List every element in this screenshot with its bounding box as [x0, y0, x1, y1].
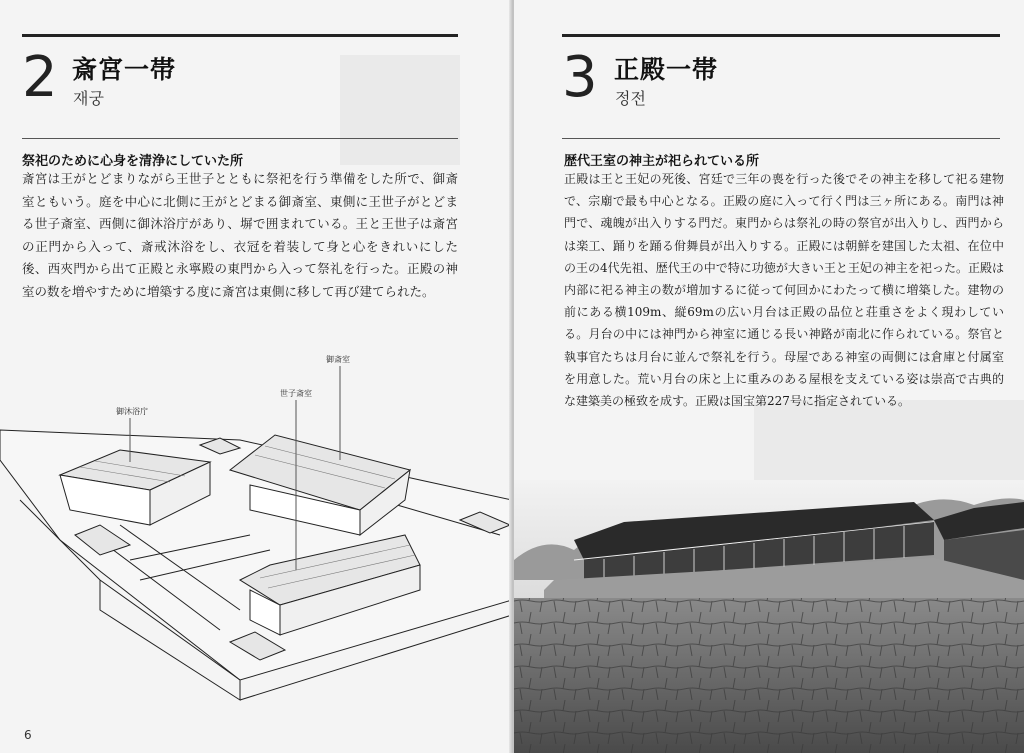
- label-king-hall: 御斎室: [326, 355, 350, 364]
- top-rule: [562, 34, 1000, 37]
- section-title: 斎宮一帯: [72, 55, 177, 84]
- label-bath-hall: 御沐浴庁: [116, 407, 148, 416]
- jeongjeon-photo: [514, 480, 1024, 753]
- right-page: [514, 0, 1024, 753]
- section-number: 3: [562, 45, 598, 110]
- divider: [22, 138, 458, 139]
- body-text: 斎宮は王がとどまりながら王世子とともに祭祀を行う準備をした所で、御斎室ともいう。庭を中心に北側に王がとどまる御斎室、東側に王世子がとどまる世子斎室、西側に御沐浴庁があり、塀で囲まれている。王と王世子は斎宮の正門から入って、斎戒沐浴をし、衣冠を着装して身と心をきれいにした後、西夾門から出て正殿と永寧殿の東門から入って祭礼を行った。正殿の神室の数を増やすために増築する度に斎宮は東側に移して再び建てられた。: [22, 171, 458, 299]
- body-text: 正殿は王と王妃の死後、宮廷で三年の喪を行った後でその神主を移して祀る建物で、宗廟で最も中心となる。正殿の庭に入って行く門は三ヶ所にある。南門は神門で、魂魄が出入りする門だ。東門からは祭礼の時の祭官が出入りし、西門からは楽工、踊りを踊る佾舞員が出入りする。正殿には朝鮮を建国した太祖、在位中の王の4代先祖、歴代王の中で特に功徳が大きい王と王妃の神主を祀った。正殿は内部に祀る神主の数が増加するに従って何回かにわたって横に増築した。建物の前にある横109m、縦69mの広い月台は正殿の品位と荘重さをよく現わしている。月台の中には神門から神室に通じる長い神路が南北に作られている。祭官と執事官たちは月台に並んで祭礼を行う。母屋である神室の両側には倉庫と付属室を用意した。荒い月台の床と上に重みのある屋根を支えている姿は崇高で古典的な建築美の極致を成す。正殿は国宝第227号に指定されている。: [564, 172, 1004, 409]
- section-number: 2: [22, 45, 58, 110]
- section-title: 正殿一帯: [614, 55, 719, 84]
- page-number: 6: [24, 728, 32, 742]
- section-title-korean: 정전: [615, 89, 646, 108]
- subheading: 歴代王室の神主が祀られている所: [564, 154, 760, 169]
- label-crown-prince-hall: 世子斎室: [280, 389, 312, 398]
- section-title-korean: 재궁: [73, 89, 104, 108]
- subheading: 祭祀のために心身を清浄にしていた所: [22, 154, 244, 169]
- bleed-through-image: [340, 55, 460, 165]
- divider: [562, 138, 1000, 139]
- top-rule: [22, 34, 458, 37]
- saegung-illustration: [0, 350, 512, 750]
